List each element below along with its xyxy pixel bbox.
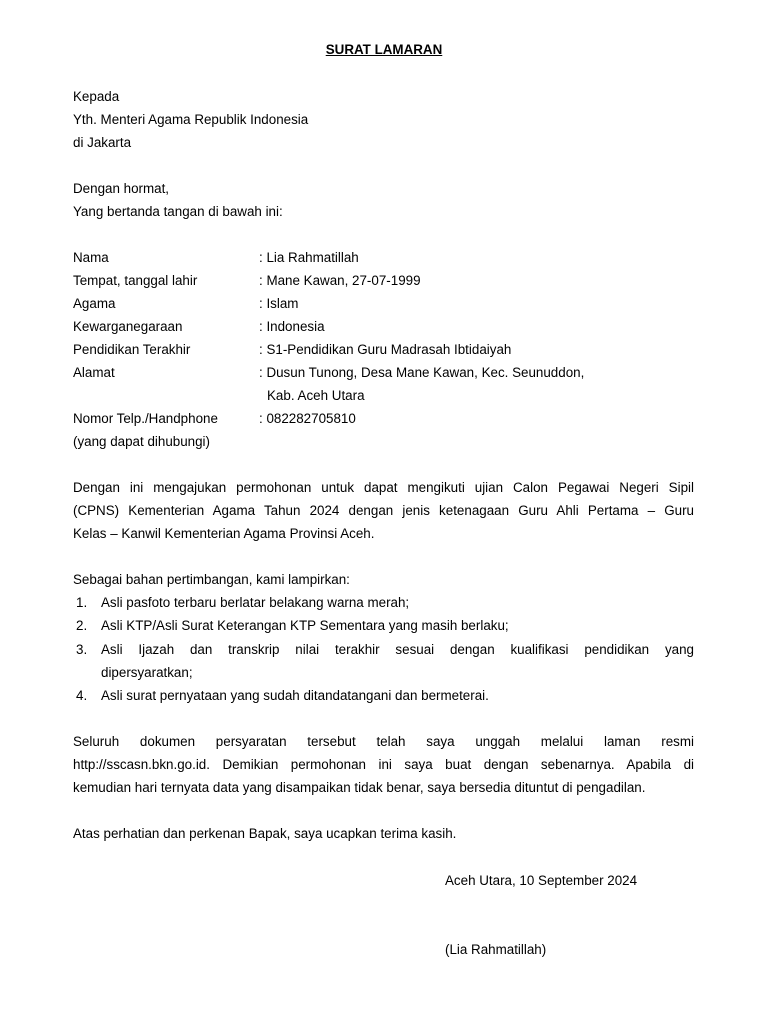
field-value-ttl: : Mane Kawan, 27-07-1999 <box>259 273 421 288</box>
recipient-line-1: Kepada <box>73 89 120 104</box>
body-paragraph-1-line-2: (CPNS) Kementerian Agama Tahun 2024 dengan jenis ketenagaan Guru Ahli Pertama – Guru <box>73 503 694 518</box>
intro-line: Yang bertanda tangan di bawah ini: <box>73 204 283 219</box>
attachments-intro: Sebagai bahan pertimbangan, kami lampirkan: <box>73 572 350 587</box>
field-label-nama: Nama <box>73 250 109 265</box>
list-number-1: 1. <box>76 595 88 610</box>
body-paragraph-2-line-1: Seluruh dokumen persyaratan tersebut telah saya unggah melalui laman resmi <box>73 734 694 749</box>
list-item-2: Asli KTP/Asli Surat Keterangan KTP Sementara yang masih berlaku; <box>101 618 509 633</box>
list-item-3-line-2: dipersyaratkan; <box>101 665 193 680</box>
field-label-kewarganegaraan: Kewarganegaraan <box>73 319 183 334</box>
letter-title: SURAT LAMARAN <box>325 42 443 57</box>
field-label-pendidikan: Pendidikan Terakhir <box>73 342 191 357</box>
list-item-3-line-1: Asli Ijazah dan transkrip nilai terakhir sesuai dengan kualifikasi pendidikan yang <box>101 642 694 657</box>
body-paragraph-2-line-3: kemudian hari ternyata data yang disampaikan tidak benar, saya bersedia dituntut di pengadilan. <box>73 780 646 795</box>
field-label-telp: Nomor Telp./Handphone <box>73 411 218 426</box>
closing-line: Atas perhatian dan perkenan Bapak, saya ucapkan terima kasih. <box>73 826 457 841</box>
field-value-alamat-2: Kab. Aceh Utara <box>267 388 365 403</box>
field-label-alamat: Alamat <box>73 365 115 380</box>
field-note-telp: (yang dapat dihubungi) <box>73 434 210 449</box>
list-item-1: Asli pasfoto terbaru berlatar belakang warna merah; <box>101 595 410 610</box>
field-value-kewarganegaraan: : Indonesia <box>259 319 325 334</box>
recipient-line-2: Yth. Menteri Agama Republik Indonesia <box>73 112 309 127</box>
field-label-agama: Agama <box>73 296 116 311</box>
list-item-4: Asli surat pernyataan yang sudah ditandatangani dan bermeterai. <box>101 688 489 703</box>
list-number-2: 2. <box>76 618 88 633</box>
body-paragraph-2-line-2: http://sscasn.bkn.go.id. Demikian permohonan ini saya buat dengan sebenarnya. Apabila di <box>73 757 694 772</box>
body-paragraph-1-line-3: Kelas – Kanwil Kementerian Agama Provinsi Aceh. <box>73 526 375 541</box>
signature-name: (Lia Rahmatillah) <box>445 942 547 957</box>
body-paragraph-1-line-1: Dengan ini mengajukan permohonan untuk dapat mengikuti ujian Calon Pegawai Negeri Sipil <box>73 480 694 495</box>
greeting-line: Dengan hormat, <box>73 181 170 196</box>
field-label-ttl: Tempat, tanggal lahir <box>73 273 198 288</box>
signature-place-date: Aceh Utara, 10 September 2024 <box>445 873 638 888</box>
list-number-4: 4. <box>76 688 88 703</box>
field-value-agama: : Islam <box>259 296 299 311</box>
list-number-3: 3. <box>76 642 88 657</box>
field-value-telp: : 082282705810 <box>259 411 356 426</box>
recipient-line-3: di Jakarta <box>73 135 132 150</box>
field-value-alamat-1: : Dusun Tunong, Desa Mane Kawan, Kec. Seunuddon, <box>259 365 585 380</box>
field-value-pendidikan: : S1-Pendidikan Guru Madrasah Ibtidaiyah <box>259 342 512 357</box>
field-value-nama: : Lia Rahmatillah <box>259 250 359 265</box>
